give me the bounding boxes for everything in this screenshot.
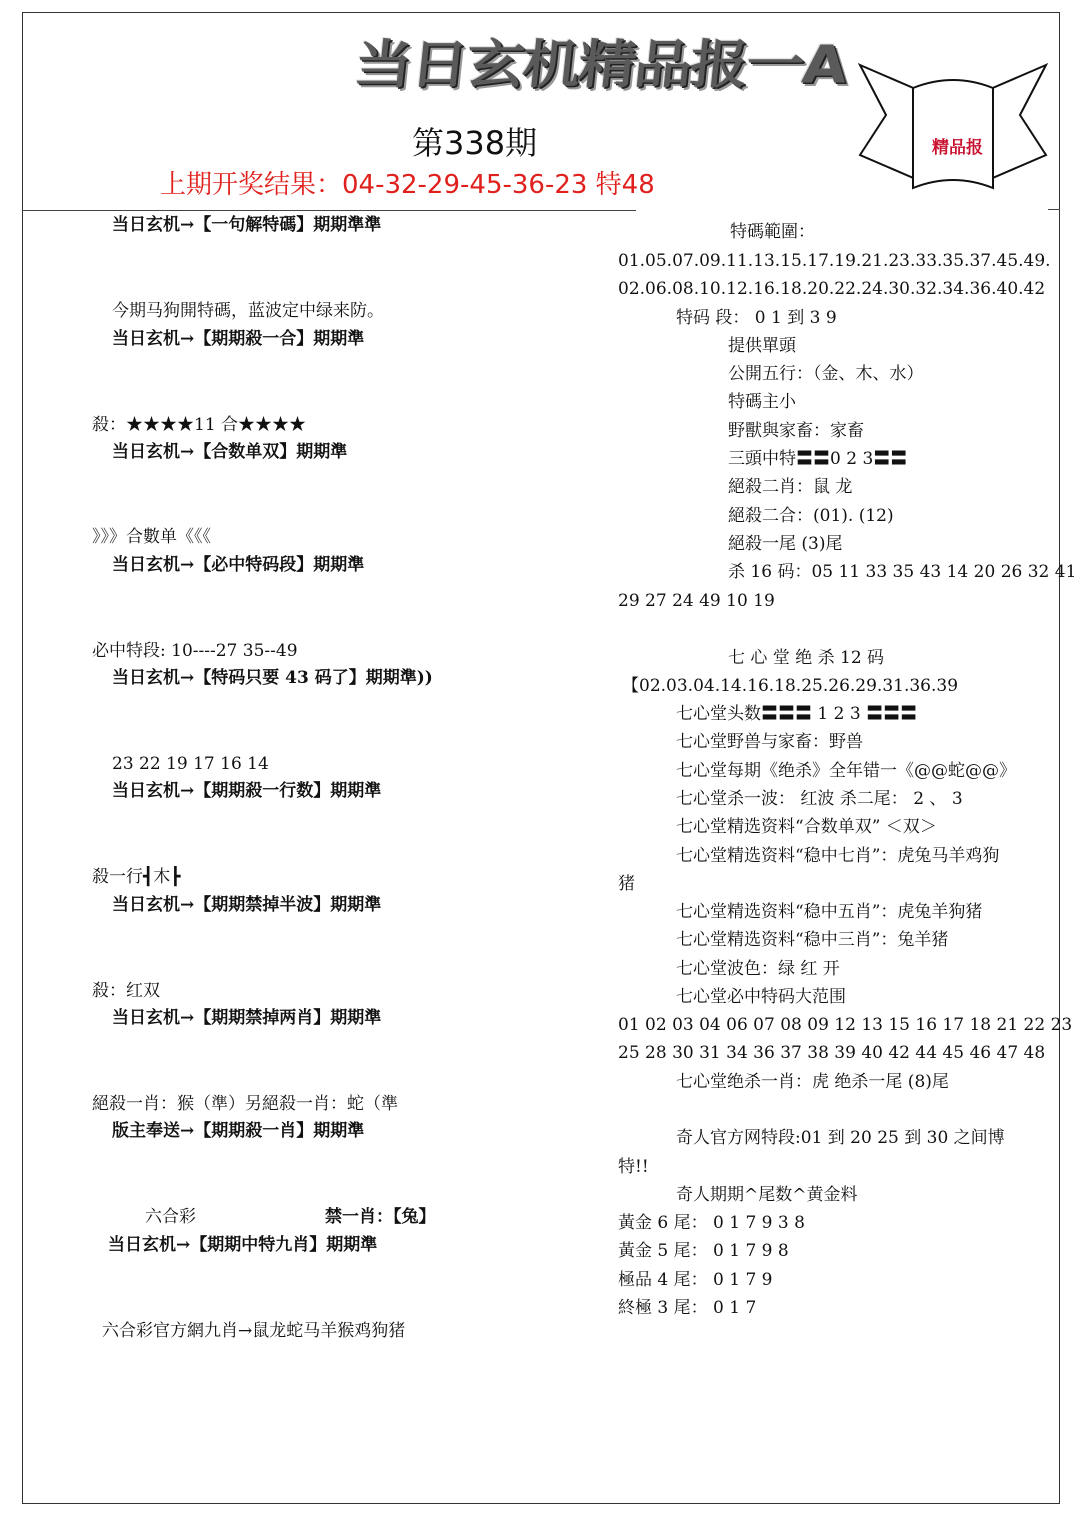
banner-ribbon-icon (858, 60, 1048, 200)
banner-label: 精品报 (932, 138, 983, 158)
left-line: 六合彩官方網九肖→鼠龙蛇马羊猴鸡狗猪 (102, 1321, 406, 1341)
right-line: 特码 段： 0 1 到 3 9 (676, 308, 837, 328)
right-line: 三頭中特〓〓0 2 3〓〓 (728, 449, 908, 469)
right-line: 終極 3 尾： 0 1 7 (618, 1298, 757, 1318)
left-line: 当日玄机→【期期殺一行数】期期準 (112, 781, 382, 801)
right-line: 01.05.07.09.11.13.15.17.19.21.23.33.35.37.45.49. (618, 251, 1051, 271)
right-line: 奇人期期^尾数^黄金料 (676, 1185, 858, 1205)
right-line: 奇人官方网特段:01 到 20 25 到 30 之间博 (676, 1128, 1005, 1148)
title-logo: 当日玄机精品报一A (351, 33, 849, 95)
left-line: 六合彩 (145, 1207, 196, 1227)
right-line: 七 心 堂 绝 杀 12 码 (728, 648, 885, 668)
right-line: 七心堂绝杀一肖：虎 绝杀一尾 (8)尾 (676, 1072, 949, 1092)
right-line: 絕殺一尾 (3)尾 (728, 534, 843, 554)
right-line: 公開五行：（金、木、水） (728, 364, 924, 384)
left-line: 殺：红双 (92, 981, 160, 1001)
right-line: 七心堂精选资料“稳中三肖”：兔羊猪 (676, 930, 949, 950)
last-result: 上期开奖结果：04-32-29-45-36-23 特48 (160, 170, 655, 200)
right-line: 02.06.08.10.12.16.18.20.22.24.30.32.34.36.40.42 (618, 279, 1046, 299)
left-line: 当日玄机→【特码只要 43 码了】期期準)) (112, 668, 433, 688)
left-line: 版主奉送→【期期殺一肖】期期準 (112, 1121, 365, 1141)
right-line: 七心堂必中特码大范围 (676, 987, 846, 1007)
right-line: 提供單頭 (728, 336, 796, 356)
left-line: 当日玄机→【期期殺一合】期期準 (112, 329, 365, 349)
right-line: 七心堂精选资料“稳中五肖”：虎兔羊狗猪 (676, 902, 983, 922)
left-line: 絕殺一肖：猴（準）另絕殺一肖：蛇（準 (92, 1094, 398, 1114)
right-line: 七心堂野兽与家畜：野兽 (676, 732, 863, 752)
right-line: 極品 4 尾： 0 1 7 9 (618, 1270, 773, 1290)
left-line: 当日玄机→【一句解特碼】期期準準 (112, 215, 382, 235)
right-line: 01 02 03 04 06 07 08 09 12 13 15 16 17 18 21 22 23 (618, 1015, 1073, 1035)
right-line: 【02.03.04.14.16.18.25.26.29.31.36.39 (622, 676, 959, 696)
right-line: 29 27 24 49 10 19 (618, 591, 775, 611)
right-line: 絕殺二合：(01). (12) (728, 506, 894, 526)
left-line: 当日玄机→【期期禁掉半波】期期準 (112, 895, 382, 915)
left-line: 必中特段: 10----27 35--49 (92, 641, 298, 661)
header-divider (22, 210, 636, 211)
right-line: 黃金 5 尾： 0 1 7 9 8 (618, 1241, 789, 1261)
header-divider-tick (1048, 209, 1060, 210)
left-line: 殺：★★★★11 合★★★★ (92, 415, 307, 435)
right-line: 特碼範圍： (730, 222, 815, 242)
left-line: 》》》合數单《《《 (92, 527, 211, 547)
issue-number: 第338期 (412, 124, 538, 162)
left-line: 当日玄机→【期期禁掉两肖】期期準 (112, 1008, 382, 1028)
right-line: 野獸與家畜：家畜 (728, 421, 864, 441)
right-line: 七心堂每期《绝杀》全年错一《@@蛇@@》 (676, 761, 1016, 781)
right-line: 特!! (618, 1157, 649, 1177)
left-line: 当日玄机→【必中特码段】期期準 (112, 555, 365, 575)
right-line: 絕殺二肖：鼠 龙 (728, 477, 853, 497)
right-line: 25 28 30 31 34 36 37 38 39 40 42 44 45 46 47 48 (618, 1043, 1046, 1063)
right-line: 七心堂杀一波： 红波 杀二尾： 2 、 3 (676, 789, 963, 809)
left-line: 殺一行┫木┣ (92, 867, 181, 887)
left-line: 禁一肖：【兔】 (325, 1207, 436, 1227)
left-line: 今期马狗開特碼，蓝波定中绿来防。 (112, 301, 384, 321)
right-line: 七心堂精选资料“稳中七肖”：虎兔马羊鸡狗 (676, 846, 1000, 866)
left-line: 当日玄机→【合数单双】期期準 (112, 442, 348, 462)
left-line: 23 22 19 17 16 14 (112, 754, 269, 774)
right-line: 七心堂头数〓〓〓 1 2 3 〓〓〓 (676, 704, 918, 724)
right-line: 特碼主小 (728, 392, 796, 412)
right-line: 杀 16 码：05 11 33 35 43 14 20 26 32 41 (728, 562, 1077, 582)
right-line: 猪 (618, 874, 635, 894)
right-line: 七心堂波色：绿 红 开 (676, 959, 840, 979)
right-line: 七心堂精选资料“合数单双” ＜双＞ (676, 817, 937, 837)
left-line: 当日玄机→【期期中特九肖】期期準 (108, 1235, 378, 1255)
right-line: 黃金 6 尾： 0 1 7 9 3 8 (618, 1213, 805, 1233)
